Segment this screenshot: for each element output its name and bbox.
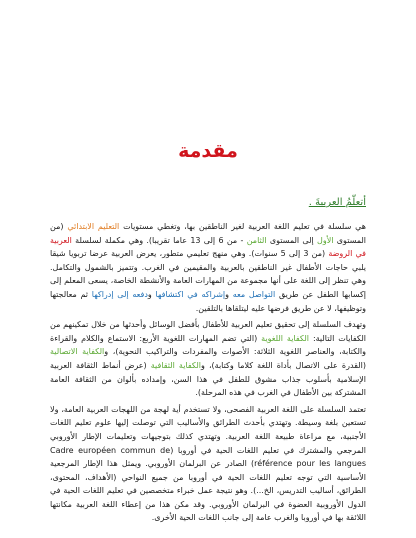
paragraph-text: وتهدف السلسلة إلى تحقيق تعليم العربية للأطفال بأفضل الوسائل وأحدثها من خلال تمكينهم من الكفايات التالية: [50, 320, 366, 343]
introduction-body [50, 220, 366, 528]
paragraph-text: - من 6 إلى 13 عاما تقريبا). وهي مكملة لسلسلة [71, 235, 247, 245]
paragraph [50, 220, 366, 315]
highlighted-term: الكفاية الاتصالية [50, 347, 105, 357]
paragraph-text: (من 3 إلى 5 سنوات). وهي منهج تعليمي متطور، يعرض العربية عرضا تربويا شيقا يلبي حاجات الأطفال غير الناطقين بالعربية والمقيمين في الغرب. وتتميز بالشمول والتكامل. وهي تنظر إلى اللغة على أنها مجموعة من المهارات العامة والأنشطة الخاصة، يسعى المعلم إلى إكسابها الطفل عن طريق [50, 249, 367, 299]
series-subheading: أتعلّمُ العربيةَ . [308, 197, 366, 208]
highlighted-term: الأول [317, 235, 334, 245]
highlighted-term: إشراكه في اكتشافها [155, 289, 226, 299]
paragraph-text: إلى المستوى [266, 235, 318, 245]
paragraph-text: هي سلسلة في تعليم اللغة العربية لغير الناطقين بها، وتغطي مستويات [119, 222, 366, 231]
paragraph-text: (من المستوى [50, 222, 367, 245]
highlighted-term: الثامن [246, 235, 267, 245]
paragraph [50, 318, 366, 400]
page-title: مقدمة [178, 140, 238, 162]
paragraph-text: (التي تضم المهارات اللغوية الأربع: الاستماع والكلام والقراءة والكتابة، والعناصر اللغوية الثلاثة: الأصوات والمفردات والتراكيب النحوية)، و [50, 333, 367, 357]
paragraph-text: و [147, 289, 156, 299]
paragraph-text: ثم معالجتها وتوظيفها، لا عن طريق فرضها عليه ليتلقاها بالتلقين. [50, 289, 366, 313]
highlighted-term: دفعه إلى إدراكها [91, 289, 148, 299]
highlighted-term: الكفاية الثقافية [150, 360, 202, 370]
highlighted-term: التواصل معه [232, 289, 276, 299]
highlighted-term: العربية في الروضة [50, 235, 366, 259]
paragraph-text: و [225, 289, 233, 299]
paragraph-text: تعتمد السلسلة على اللغة العربية الفصحى، ولا تستخدم أية لهجة من اللهجات العربية العامة، ولا تستعين بلغة وسيطة. وتهتدي بأحدث الطرائق والأساليب التي توصلت إليها علوم تعليم اللغات الأجنبية، مع مراعاة طبيعة اللغة العربية. وتهتدي كذلك بتوجيهات وتعليمات الإطار الأوروبي المرجعي والمشترك في تعليم اللغات الحية في أوروبا (Cadre européen commun de référence pour les langues) الصادر عن البرلمان الأوروبي. ويمثل هذا الإطار المرجعية الأساسية التي توجه تعليم اللغات الحية في أوروبا من جميع النواحي (الأهداف، المحتوى، الطرائق، أساليب التدريس، الخ...). وهو نتيجة عمل خبراء متخصصين في تعليم اللغات الحية في الدول الأوروبية العضوة في البرلمان الأوروبي. وقد مكن هذا من إعطاء اللغة العربية مكانتها اللائقة بها في أوروبا والغرب عامة إلى جانب اللغات الحية الأخرى. [50, 404, 367, 523]
highlighted-term: الكفاية اللغوية [261, 333, 309, 343]
highlighted-term: التعليم الابتدائي [67, 222, 120, 231]
paragraph-text: (القدرة على الاتصال بأداة اللغة كلاما وكتابة)، و [201, 360, 366, 370]
paragraph [50, 403, 366, 525]
paragraph-text: (عرض أنماط الثقافة العربية الإسلامية بأسلوب جذاب مشوق للطفل في هذا السن، وإمداده بألوان من الثقافة العامة المشتركة بين الأطفال في الغرب في هذه المرحلة). [50, 360, 366, 398]
